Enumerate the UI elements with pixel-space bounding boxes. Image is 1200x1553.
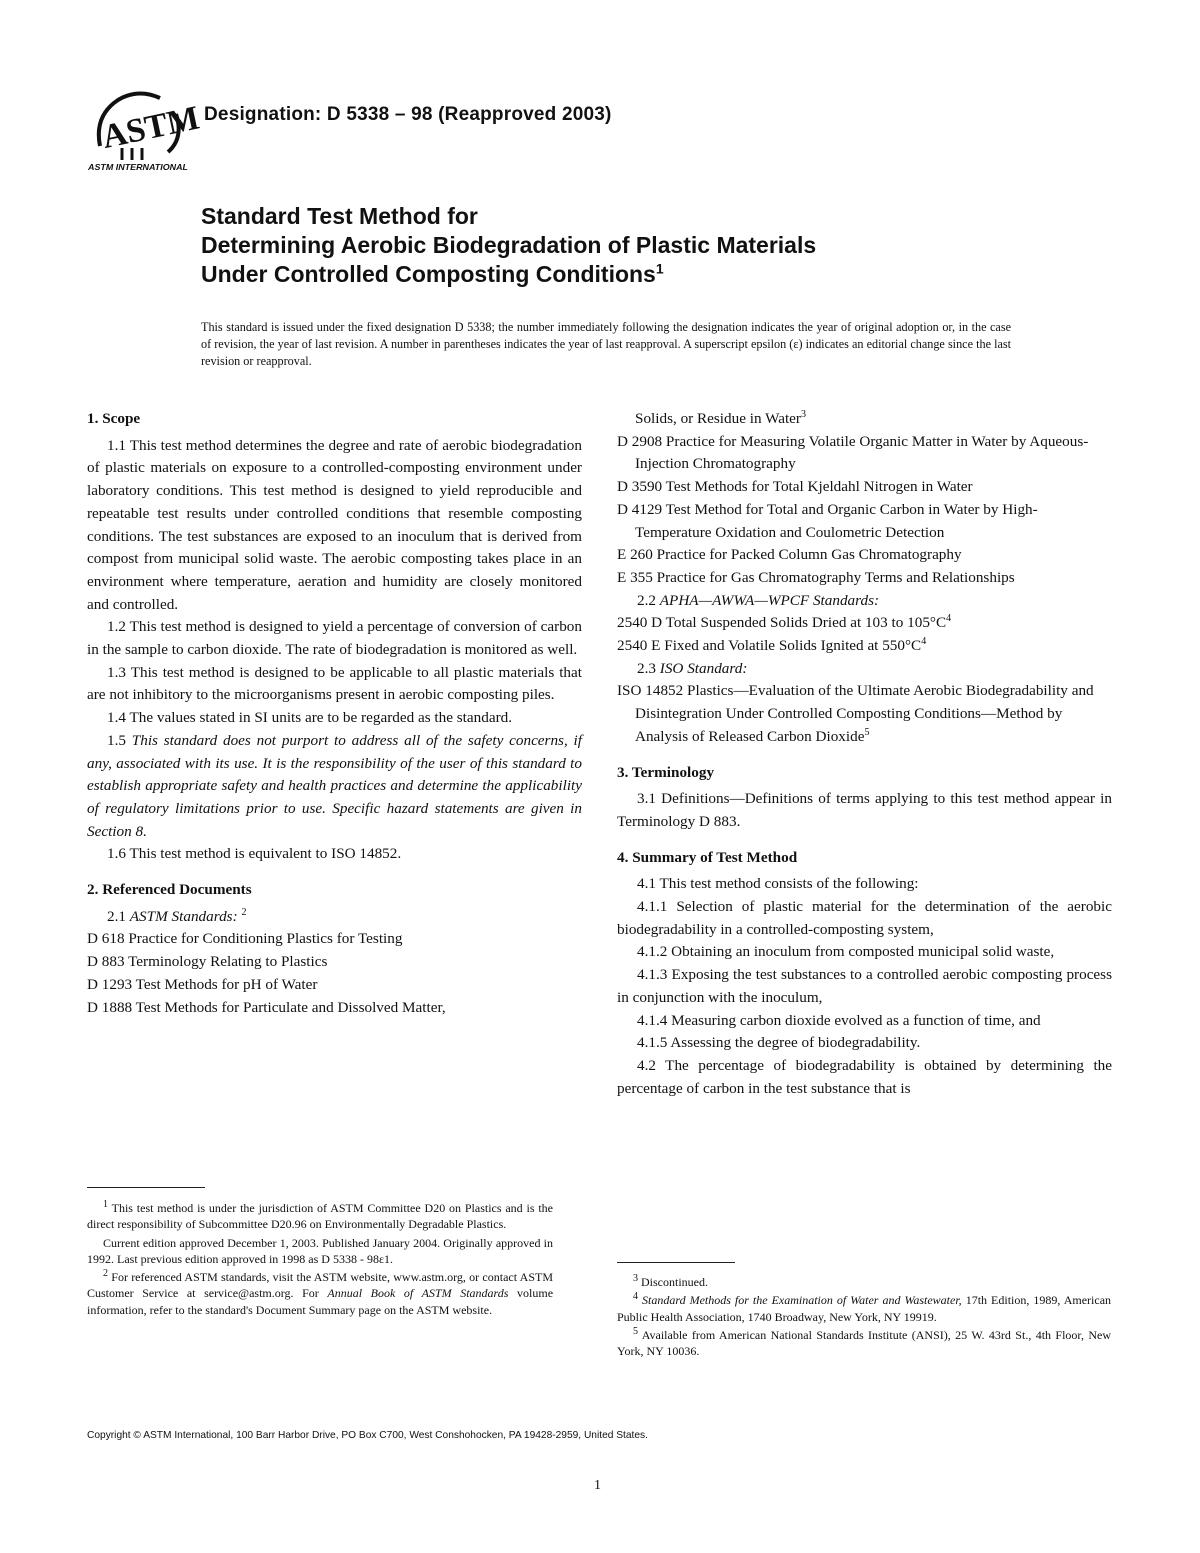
footnote-4: $^4$ Standard Methods for the Examination of Water and Wastewater, 17th Edition, 1989, American Public Health Association, 1740 Broadway, New York, NY 19919. (617, 1291, 1112, 1324)
ref-d2908: D 2908 Practice for Measuring Volatile Organic Matter in Water by Aqueous-Injection Chromatography (617, 432, 1089, 473)
ref-d1293: D 1293 Test Methods for pH of Water (87, 975, 318, 993)
para-1-4: 1.4 The values stated in SI units are to be regarded as the standard. (107, 709, 513, 727)
footnote-5: $^5$ Available from American National Standards Institute (ANSI), 25 W. 43rd St., 4th Floor, New York, NY 10036. (617, 1325, 1111, 1359)
ref-d1888-cont: Solids, or Residue in Water$^3$ (635, 408, 806, 427)
section-referenced-heading: 2. Referenced Documents (87, 881, 252, 899)
para-3-1: 3.1 Definitions—Definitions of terms applying to this test method appear in Terminology D 883. (617, 790, 1112, 830)
right-column (617, 408, 1112, 1100)
para-2-1: 2.1 ASTM Standards: $^2$ (107, 906, 247, 925)
footnote-2: $^2$ For referenced ASTM standards, visit the ASTM website, www.astm.org, or contact ASTM Customer Service at service@astm.org. For Annual Book of ASTM Standards volume information, refer to the standard's Document Summary page on the ASTM website. (87, 1268, 554, 1317)
para-1-2: 1.2 This test method is designed to yield a percentage of conversion of carbon in the sample to carbon dioxide. The rate of biodegradation is monitored as well. (87, 618, 582, 659)
footnotes-left (87, 1200, 553, 1320)
footnote-rule-right (617, 1262, 735, 1263)
ref-d618: D 618 Practice for Conditioning Plastics for Testing (87, 930, 403, 948)
astm-logo (86, 86, 203, 174)
section-summary-heading: 4. Summary of Test Method (617, 848, 798, 866)
para-1-5: 1.5 This standard does not purport to address all of the safety concerns, if any, associated with its use. It is the responsibility of the user of this standard to establish appropriate safety and health practices and determine the applicability of regulatory limitations prior to use. Specific hazard statements are given in Section 8. (87, 731, 582, 840)
left-column (87, 408, 582, 1019)
title-line-3: Under Controlled Composting Conditions$^1$ (201, 260, 664, 287)
ref-iso14852: ISO 14852 Plastics—Evaluation of the Ultimate Aerobic Biodegradability and Disintegration Under Controlled Composting Conditions—Method by Analysis of Released Carbon Dioxide$^5$ (617, 682, 1094, 745)
ref-2540e: 2540 E Fixed and Volatile Solids Ignited at $550^\circ C^4$ (617, 635, 927, 655)
para-1-3: 1.3 This test method is designed to be applicable to all plastic materials that are not inhibitory to the microorganisms present in aerobic composting piles. (87, 663, 582, 704)
para-4-1: 4.1 This test method consists of the following: (637, 875, 919, 893)
logo-text: ASTM INTERNATIONAL (86, 162, 188, 172)
footnote-rule-left (87, 1187, 205, 1188)
para-4-1-3: 4.1.3 Exposing the test substances to a controlled aerobic composting process in conjunction with the inoculum, (617, 966, 1112, 1006)
para-4-1-2: 4.1.2 Obtaining an inoculum from composted municipal solid waste, (637, 943, 1055, 961)
ref-e260: E 260 Practice for Packed Column Gas Chromatography (617, 546, 962, 564)
ref-d883: D 883 Terminology Relating to Plastics (87, 953, 328, 971)
para-4-1-4: 4.1.4 Measuring carbon dioxide evolved as a function of time, and (637, 1011, 1041, 1029)
para-4-1-5: 4.1.5 Assessing the degree of biodegradability. (637, 1034, 921, 1052)
para-4-1-1: 4.1.1 Selection of plastic material for the determination of the aerobic biodegradability in a controlled-composting system, (617, 898, 1112, 938)
section-scope-heading: 1. Scope (87, 410, 141, 427)
para-2-2: 2.2 APHA—AWWA—WPCF Standards: (637, 591, 880, 609)
para-1-1: 1.1 This test method determines the degree and rate of aerobic biodegradation of plastic materials on exposure to a controlled-composting environment under laboratory conditions. This test method is designed to yield reproducible and repeatable test results under controlled conditions that resemble composting conditions. The test substances are exposed to an inoculum that is derived from compost from municipal solid waste. The aerobic composting takes place in an environment where temperature, aeration and humidity are closely monitored and controlled. (87, 436, 582, 613)
issue-note: This standard is issued under the fixed designation D 5338; the number immediately following the designation indicates the year of original adoption or, in the case of revision, the year of last revision. A number in parentheses indicates the year of last reapproval. A superscript epsilon (ε) indicates an editorial change since the last revision or reapproval. (201, 320, 1011, 368)
para-4-2: 4.2 The percentage of biodegradability is obtained by determining the percentage of carbon in the test substance that is (617, 1056, 1112, 1097)
document-title (201, 202, 1101, 289)
para-2-3: 2.3 ISO Standard: (637, 659, 748, 677)
ref-e355: E 355 Practice for Gas Chromatography Terms and Relationships (617, 568, 1015, 586)
ref-d4129: D 4129 Test Method for Total and Organic Carbon in Water by High-Temperature Oxidation and Coulometric Detection (617, 500, 1038, 541)
ref-d1888: D 1888 Test Methods for Particulate and Dissolved Matter, (87, 998, 446, 1016)
copyright-notice: Copyright © ASTM International, 100 Barr Harbor Drive, PO Box C700, West Conshohocken, PA 19428-2959, United States. (87, 1430, 648, 1441)
title-line-2: Determining Aerobic Biodegradation of Plastic Materials (201, 232, 817, 258)
designation: Designation: D 5338 – 98 (Reapproved 2003) (204, 104, 612, 125)
footnote-1: $^1$ This test method is under the jurisdiction of ASTM Committee D20 on Plastics and is the direct responsibility of Subcommittee D20.96 on Environmentally Degradable Plastics. (87, 1199, 553, 1232)
title-footnote-mark: 1 (655, 260, 664, 277)
footnotes-right (617, 1274, 1111, 1361)
ref-d3590: D 3590 Test Methods for Total Kjeldahl Nitrogen in Water (617, 478, 973, 496)
svg-text:ASTM: ASTM (98, 99, 203, 157)
ref-2540d: 2540 D Total Suspended Solids Dried at 103 to $105^\circ C^4$ (617, 613, 952, 632)
footnote-3: $^3$ Discontinued. (633, 1273, 708, 1289)
page-number: 1 (594, 1478, 601, 1493)
para-1-6: 1.6 This test method is equivalent to ISO 14852. (107, 845, 402, 863)
section-terminology-heading: 3. Terminology (617, 763, 715, 781)
title-line-1: Standard Test Method for (201, 203, 478, 229)
footnote-1b: Current edition approved December 1, 2003. Published January 2004. Originally approved in 1992. Last previous edition approved in 1998 as D 5338 - 98ε1. (87, 1235, 553, 1266)
